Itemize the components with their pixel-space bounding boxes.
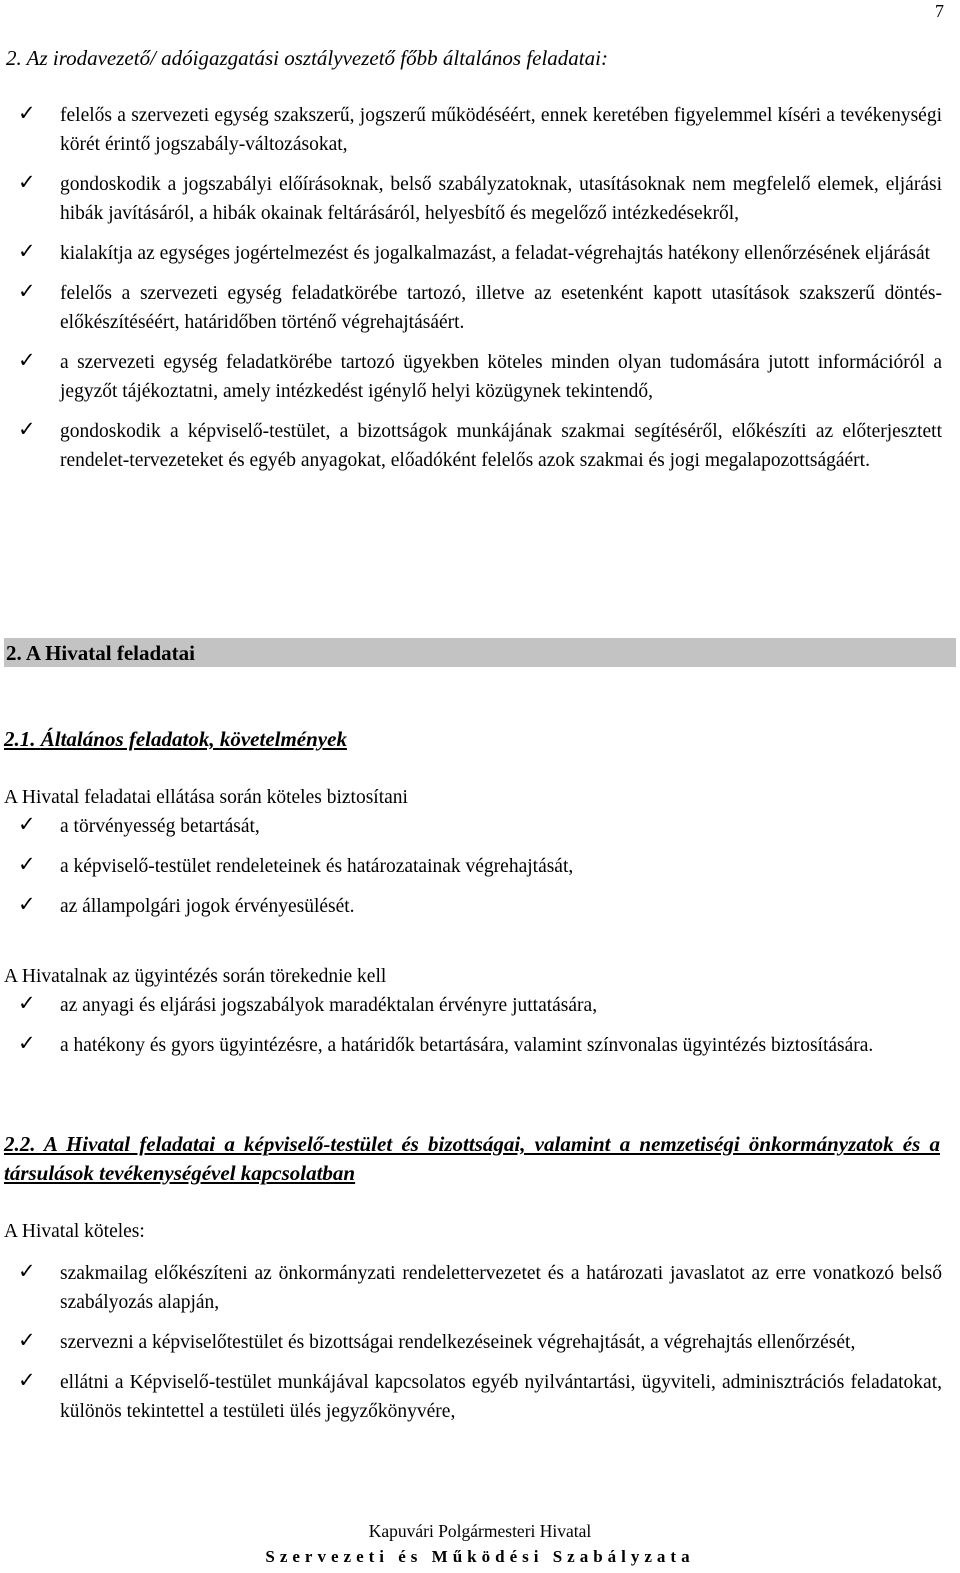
list-item-text: felelős a szervezeti egység feladatkörébe tartozó, illetve az esetenként kapott utasítások szakszerű döntés-előkészítéséért, határidőben történő végrehajtásáért.: [60, 283, 942, 333]
section-title: 2. A Hivatal feladatai: [6, 641, 195, 665]
subsection-title: A Hivatal feladatai a képviselő-testület és bizottságai, valamint a nemzetiségi önkormányzatok és a társulások tevékenységével kapcsolatban: [4, 1132, 940, 1185]
list-item-text: szervezni a képviselőtestület és bizottságai rendelkezéseinek végrehajtását, a végrehajtás ellenőrzését,: [60, 1332, 856, 1353]
check-icon: ✓: [18, 1368, 36, 1392]
check-icon: ✓: [18, 892, 36, 916]
check-icon: ✓: [18, 812, 36, 836]
check-icon: ✓: [18, 1328, 36, 1352]
guarantees-list: [0, 812, 960, 921]
list-item: [0, 101, 960, 159]
subsection-2-2-heading: [4, 1130, 940, 1188]
check-icon: ✓: [18, 852, 36, 876]
list-item-text: a szervezeti egység feladatkörébe tartozó ügyekben köteles minden olyan tudomására jutott információról a jegyzőt tájékoztatni, amely intézkedést igénylő helyi közügynek tekintendő,: [60, 352, 942, 402]
check-icon: ✓: [18, 239, 36, 263]
list-item: [0, 812, 960, 841]
check-icon: ✓: [18, 417, 36, 441]
list-item: [0, 170, 960, 228]
obligations-list: [0, 1259, 960, 1426]
list-item: [0, 1368, 960, 1426]
duties-list: [0, 101, 960, 475]
list-item-text: a képviselő-testület rendeleteinek és határozatainak végrehajtását,: [60, 856, 574, 877]
section-title-bar: [4, 638, 956, 667]
footer-office: Kapuvári Polgármesteri Hivatal: [368, 1521, 592, 1541]
intro-text: A Hivatal feladatai ellátása során köteles biztosítani: [4, 787, 408, 808]
check-icon: ✓: [18, 101, 36, 125]
check-icon: ✓: [18, 279, 36, 303]
list-item: [0, 1031, 960, 1060]
check-icon: ✓: [18, 170, 36, 194]
list-item: [0, 991, 960, 1020]
subsection-number: 2.2.: [4, 1132, 36, 1156]
list-item-text: az állampolgári jogok érvényesülését.: [60, 896, 355, 917]
aims-list: [0, 991, 960, 1060]
check-icon: ✓: [18, 991, 36, 1015]
list-item-text: a hatékony és gyors ügyintézésre, a határidők betartására, valamint színvonalas ügyintézés biztosítására.: [60, 1035, 874, 1056]
list-item-text: felelős a szervezeti egység szakszerű, jogszerű működéséért, ennek keretében figyelemmel kíséri a tevékenységi körét érintő jogszabály-változásokat,: [60, 105, 942, 155]
list-item: [0, 348, 960, 406]
check-icon: ✓: [18, 1259, 36, 1283]
list-item-text: a törvényesség betartását,: [60, 816, 260, 837]
section-heading: 2. Az irodavezető/ adóigazgatási osztályvezető főbb általános feladatai:: [6, 46, 608, 70]
list-item: [0, 892, 960, 921]
check-icon: ✓: [18, 348, 36, 372]
list-item-text: kialakítja az egységes jogértelmezést és jogalkalmazást, a feladat-végrehajtás hatékony ellenőrzésének eljárását: [60, 243, 931, 264]
list-item: [0, 279, 960, 337]
check-icon: ✓: [18, 1031, 36, 1055]
list-item-text: gondoskodik a képviselő-testület, a bizottságok munkájának szakmai segítéséről, előkészíti az előterjesztett rendelet-tervezeteket és egyéb anyagokat, előadóként felelős azok szakmai és jogi megalapozottságáért.: [60, 421, 942, 471]
list-item: [0, 1328, 960, 1357]
intro-text: A Hivatal köteles:: [4, 1221, 145, 1242]
subsection-2-1-heading: [4, 725, 347, 754]
list-item-text: az anyagi és eljárási jogszabályok maradéktalan érvényre juttatására,: [60, 995, 598, 1016]
subsection-title: Általános feladatok, követelmények: [40, 727, 347, 751]
list-item: [0, 1259, 960, 1317]
subsection-number: 2.1.: [4, 727, 36, 751]
list-item: [0, 417, 960, 475]
list-item: [0, 239, 960, 268]
list-item-text: gondoskodik a jogszabályi előírásoknak, belső szabályzatoknak, utasításoknak nem megfelelő elemek, eljárási hibák javításáról, a hibák okainak feltárásáról, helyesbítő és megelőző intézkedésekről,: [60, 174, 942, 224]
page-number: 7: [935, 1, 944, 21]
list-item: [0, 852, 960, 881]
list-item-text: szakmailag előkészíteni az önkormányzati rendelettervezetet és a határozati javaslatot az erre vonatkozó belső szabályozás alapján,: [60, 1263, 942, 1313]
list-item-text: ellátni a Képviselő-testület munkájával kapcsolatos egyéb nyilvántartási, ügyviteli, adminisztrációs feladatokat, különös tekintettel a testületi ülés jegyzőkönyvére,: [60, 1372, 942, 1422]
footer-document-title: Szervezeti és Működési Szabályzata: [265, 1547, 695, 1566]
intro-text: A Hivatalnak az ügyintézés során törekednie kell: [4, 966, 387, 987]
